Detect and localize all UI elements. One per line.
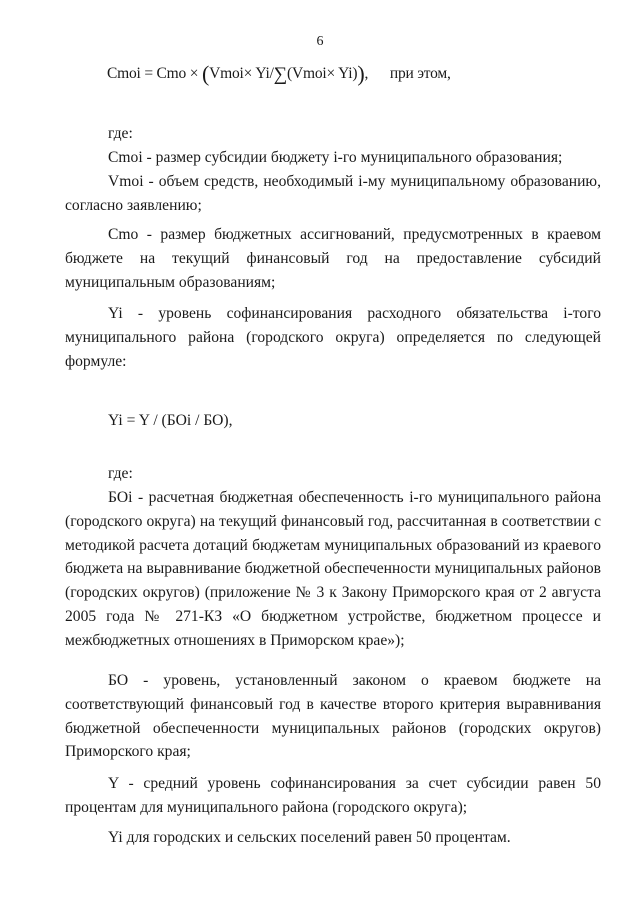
- formula-close-paren: ): [357, 61, 365, 86]
- formula-times-3: ×: [326, 65, 336, 82]
- definition-yi-settlements: Yi для городских и сельских поселений равен 50 процентам.: [108, 829, 511, 846]
- formula-inner-open: (Vmoi: [287, 65, 327, 82]
- formula-trailing: ,: [364, 65, 369, 82]
- formula-inner-close: Yi): [338, 65, 358, 82]
- definition-cmo: Cmo - размер бюджетных ассигнований, предусмотренных в краевом бюджете на текущий финансовый год на предоставление субсидий муниципальным образованиям;: [65, 226, 601, 291]
- definition-vmoi: Vmoi - объем средств, необходимый i-му муниципальному образованию, согласно заявлению;: [65, 173, 601, 214]
- yi-formula: Yi = Y / (БОi / БО),: [108, 412, 233, 429]
- where-label-2: где:: [108, 465, 133, 482]
- page-number: 6: [316, 34, 324, 49]
- formula-yi-div: Yi/: [255, 65, 274, 82]
- definition-cmoi: Cmoi - размер субсидии бюджету i-го муниципального образования;: [108, 149, 563, 166]
- subsidy-formula: [107, 61, 451, 86]
- formula-open-paren: (: [202, 61, 210, 86]
- formula-lhs: Cmoi = Cmo: [107, 65, 187, 82]
- definition-bo: БО - уровень, установленный законом о краевом бюджете на соответствующий финансовый год в качестве второго критерия выравнивания бюджетной обеспеченности муниципальных районов (городских округов) Приморского края;: [65, 672, 601, 761]
- definition-boi: БОi - расчетная бюджетная обеспеченность i-го муниципального района (городского округа) на текущий финансовый год, рассчитанная в соответствии с методикой расчета дотаций бюджетам муниципальных образований из краевого бюджета на выравнивание бюджетной обеспеченности муниципальных районов (городских округов) (приложение № 3 к Закону Приморского края от 2 августа 2005 года № 271-КЗ «О бюджетном устройстве, бюджетном процессе и межбюджетных отношениях в Приморском крае»);: [65, 489, 601, 649]
- definition-y: Y - средний уровень софинансирования за счет субсидии равен 50 процентам для муниципального района (городского округа);: [65, 775, 601, 816]
- formula-times-2: ×: [243, 65, 253, 82]
- definition-yi: Yi - уровень софинансирования расходного обязательства i-того муниципального района (городского округа) определяется по следующей формуле:: [65, 305, 601, 370]
- where-label-1: где:: [108, 125, 133, 142]
- formula-times-1: ×: [189, 65, 199, 82]
- sum-icon: ∑: [273, 64, 288, 85]
- formula-note: при этом,: [389, 65, 451, 82]
- formula-vmoi: Vmoi: [209, 65, 244, 82]
